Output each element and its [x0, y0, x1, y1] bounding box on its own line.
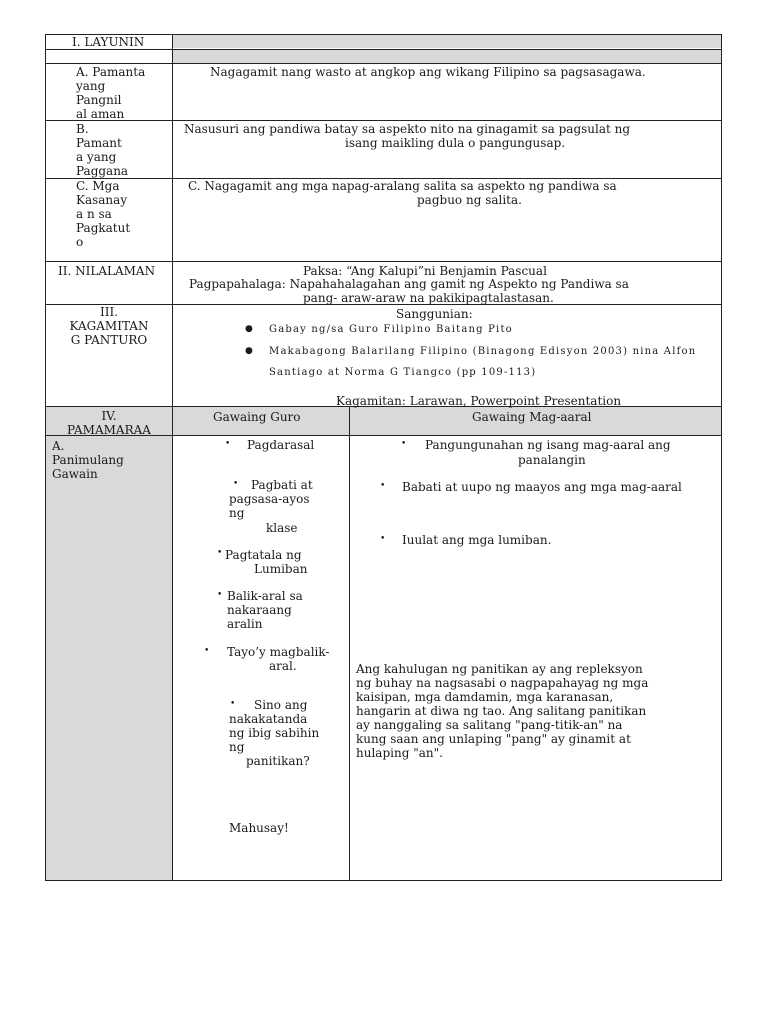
bullet-icon: • — [380, 481, 386, 491]
col-header-mag-aaral: Gawaing Mag-aaral — [472, 410, 592, 424]
guro-pagtatala: Pagtatala ng — [225, 548, 302, 562]
pamantayan-sa-pagganap-text-2: isang maikling dula o pangungusap. — [345, 136, 566, 150]
pagpapahalaga-text-1: Pagpapahalaga: Napahahalagahan ang gamit ng Aspekto ng Pandiwa sa — [189, 277, 629, 291]
kasanayan-label: C. Mga Kasanay a n sa Pagkatut o — [76, 179, 131, 249]
guro-balik-aral: Balik-aral sa nakaraang aralin — [227, 589, 303, 631]
guro-tayo: Tayo’y magbalik- — [227, 645, 330, 659]
pamantayan-sa-pagganap-label: B. Pamant a yang Paggana — [76, 122, 129, 178]
paksa-text: Paksa: “Ang Kalupi”ni Benjamin Pascual — [303, 264, 547, 278]
pamantayan-sa-pagganap-text-1: Nasusuri ang pandiwa batay sa aspekto nito na ginagamit sa pagsulat ng — [184, 122, 631, 136]
sanggunian-label: Sanggunian: — [396, 307, 473, 321]
guro-sino: Sino ang nakakatanda ng ibig sabihin ng — [229, 698, 320, 754]
guro-sino-cont: panitikan? — [246, 754, 310, 768]
bullet-icon: • — [217, 590, 223, 600]
bullet-icon: • — [204, 646, 210, 656]
magaaral-pangungunahan-1: Pangungunahan ng isang mag-aaral ang — [425, 438, 671, 452]
bullet-icon: • — [217, 548, 223, 558]
col-header-guro: Gawaing Guro — [213, 410, 301, 424]
bullet-icon: • — [225, 439, 231, 449]
panimulang-label-band — [46, 436, 172, 880]
bullet-icon: • — [401, 439, 407, 449]
layunin-header: I. LAYUNIN — [72, 35, 145, 49]
bullet-icon: ● — [245, 324, 253, 334]
pagpapahalaga-text-2: pang- araw-araw na pakikipagtalastasan. — [303, 291, 554, 305]
guro-pagtatala-cont: Lumiban — [254, 562, 308, 576]
kasanayan-text-1: C. Nagagamit ang mga napag-aralang salita sa aspekto ng pandiwa sa — [188, 179, 617, 193]
panimulang-gawain-label: A. Panimulang Gawain — [52, 439, 124, 481]
magaaral-kahulugan: Ang kahulugan ng panitikan ay ang repleksyon ng buhay na nagsasabi o nagpapahayag ng mga kaisipan, mga damdamin, mga karanasan, hangarin at diwa ng tao. Ang salitang panitikan ay nanggaling sa salitang "pang-titik-an" na kung saan ang unlaping "pang" ay ginamit at hulaping "an". — [356, 662, 649, 760]
guro-mahusay: Mahusay! — [229, 821, 289, 835]
layunin-header-band — [173, 35, 721, 48]
sanggunian-item-1: Gabay ng/sa Guro Filipino Baitang Pito — [269, 324, 513, 335]
sanggunian-item-2-cont: Santiago at Norma G Tiangco (pp 109-113) — [269, 367, 537, 378]
pamantayang-pangnilalaman-text: Nagagamit nang wasto at angkop ang wikang Filipino sa pagsasagawa. — [210, 65, 646, 79]
kasanayan-text-2: pagbuo ng salita. — [417, 193, 522, 207]
nilalaman-header: II. NILALAMAN — [58, 264, 156, 278]
sanggunian-item-2: Makabagong Balarilang Filipino (Binagong Edisyon 2003) nina Alfon — [269, 346, 697, 357]
kagamitan-header: III. KAGAMITAN G PANTURO — [69, 305, 149, 347]
pamantayang-pangnilalaman-label: A. Pamanta yang Pangnil al aman — [76, 65, 146, 121]
magaaral-babati: Babati at uupo ng maayos ang mga mag-aaral — [402, 480, 682, 494]
guro-pagbati: Pagbati at pagsasa-ayos ng — [229, 478, 313, 520]
pamamaraan-header: IV. PAMAMARAA — [67, 409, 151, 437]
bullet-icon: ● — [245, 346, 253, 356]
guro-tayo-cont: aral. — [269, 659, 297, 673]
bullet-icon: • — [233, 479, 239, 489]
magaaral-iuulat: Iuulat ang mga lumiban. — [402, 533, 552, 547]
guro-pagdarasal: Pagdarasal — [247, 438, 315, 452]
guro-pagbati-cont: klase — [266, 521, 298, 535]
magaaral-pangungunahan-2: panalangin — [518, 453, 586, 467]
kagamitan-text: Kagamitan: Larawan, Powerpoint Presentation — [336, 394, 622, 408]
bullet-icon: • — [380, 534, 386, 544]
layunin-subheader-band — [173, 50, 721, 63]
bullet-icon: • — [230, 699, 236, 709]
